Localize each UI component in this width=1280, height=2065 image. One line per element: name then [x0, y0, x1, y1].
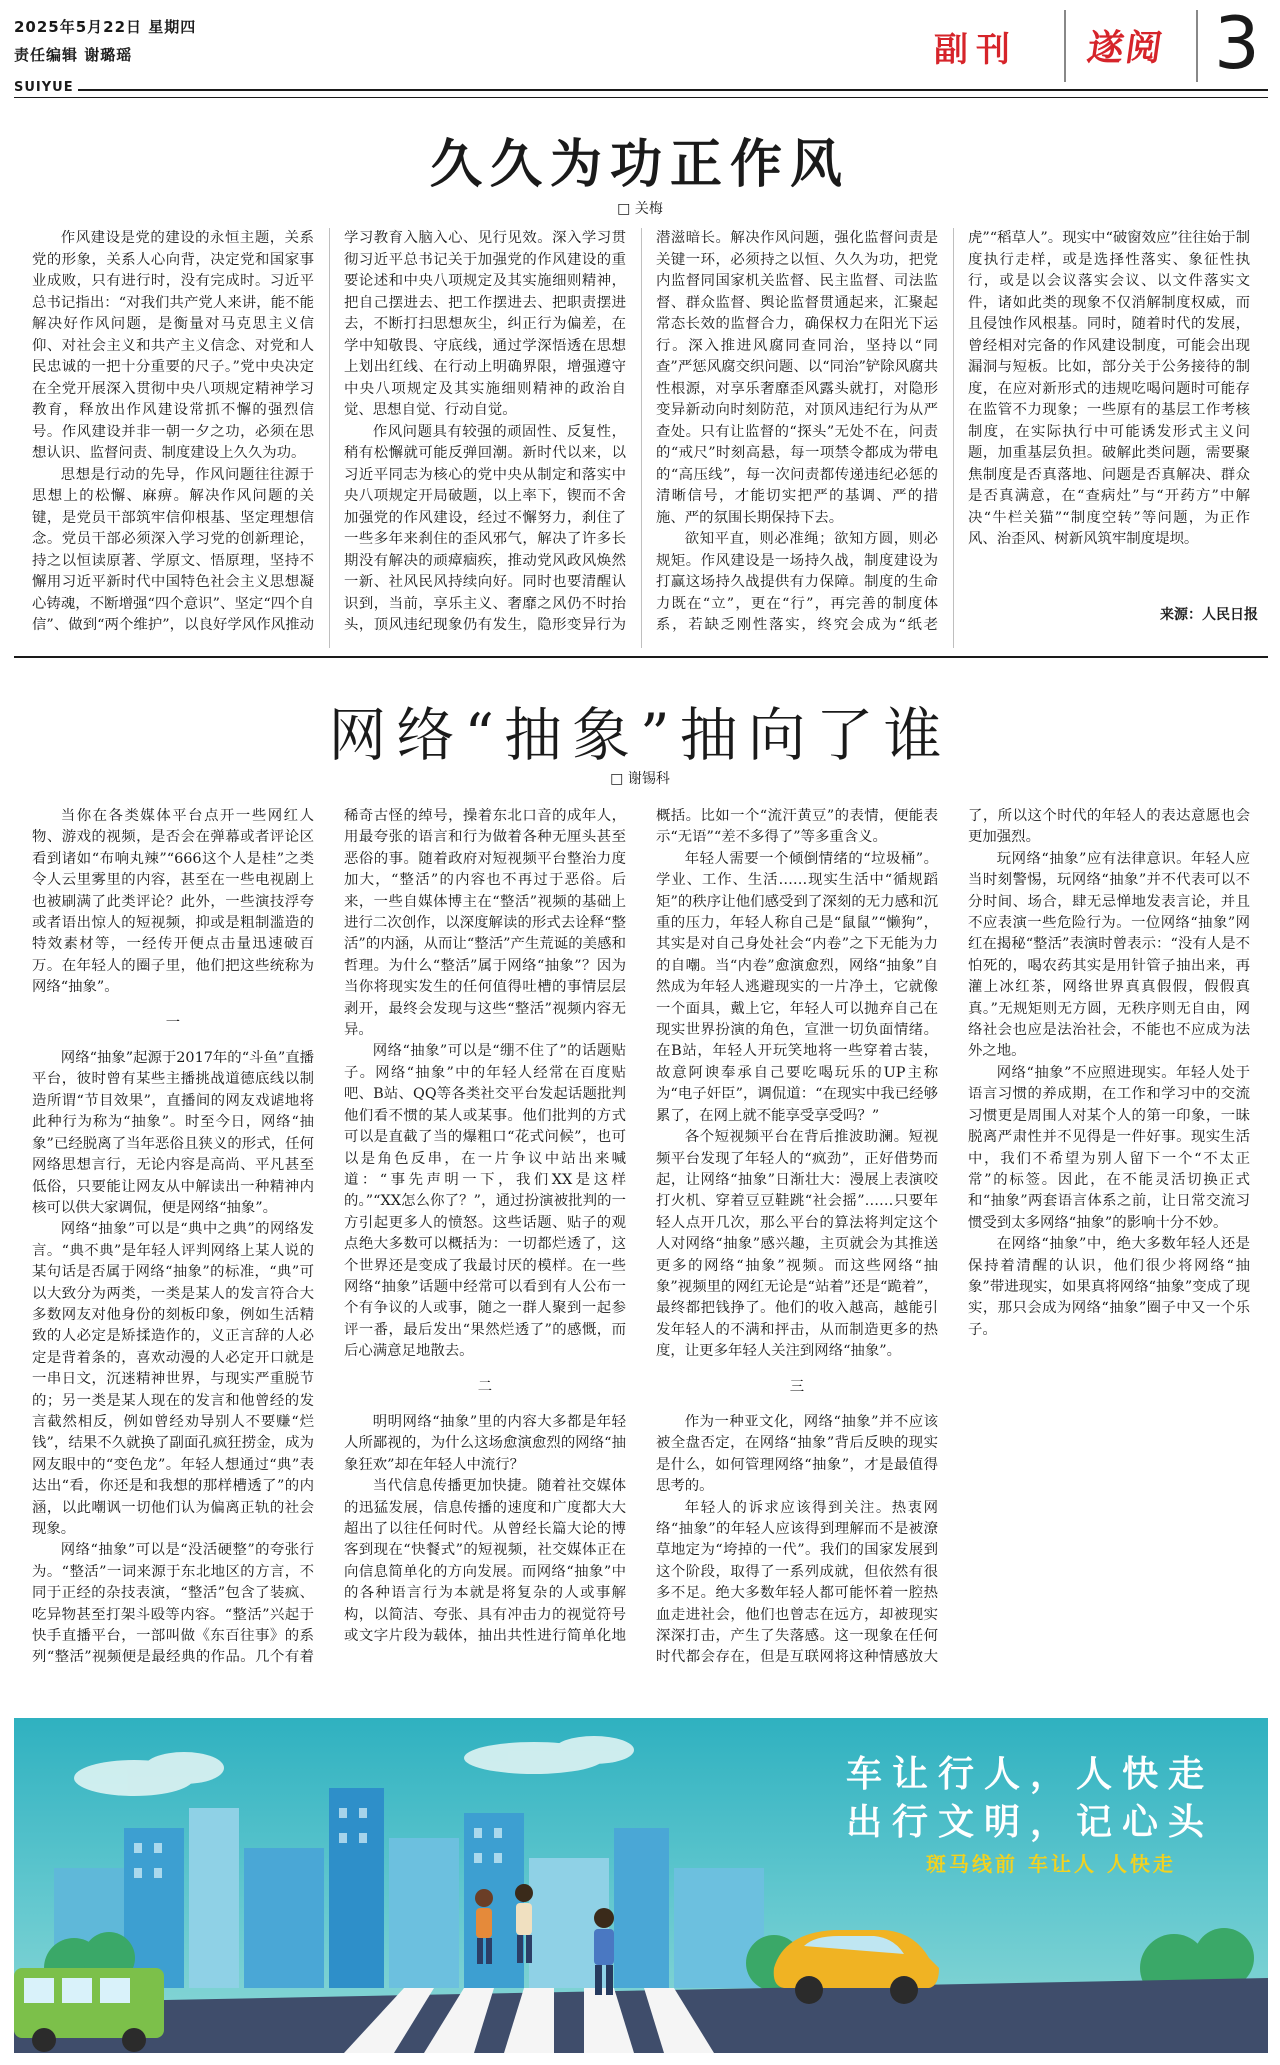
paragraph: 玩网络“抽象”应有法律意识。年轻人应当时刻警惕，玩网络“抽象”并不代表可以不分时间、场合，肆无忌惮地发表言论，并且不应表演一些危险行为。一位网络“抽象”网红在揭秘“整活”表演时曾表示：“没有人是不怕死的，喝农药其实是用针管子抽出来，再灌上冰红茶，网络世界真真假假，假假真真。”无规矩则无方圆，无秩序则无自由，网络社会也应是法治社会，不能也不应成为法外之地。: [968, 850, 1250, 1060]
road: [14, 1978, 1268, 2053]
cloud-icon: [74, 1736, 634, 1796]
paragraph: 网络“抽象”不应照进现实。年轻人处于语言习惯的养成期，在工作和学习中的交流习惯更是周围人对某个人的第一印象，一昧脱离严肃性并不见得是一件好事。现实生活中，我们不希望为别人留下一个“不太正常”的标签。因此，在不能灵活切换正式和“抽象”两套语言体系之前，让日常交流习惯受到太多网络“抽象”的影响十分不妙。: [968, 1064, 1250, 1231]
article1-body: [32, 228, 1250, 648]
section-number: 一: [165, 1014, 181, 1031]
paragraph: 年轻人的诉求应该得到关注。热衷网络“抽象”的年轻人应该得到理解而不是被潦草地定为“垮掉的一代”。我们的国家发展到这个阶段，取得了一系列成就，但依然有很多不足。绝大多数年轻人都可能怀着一腔热血走进社会，他们也曾志在远方，却被现实深深打击，产生了失落感。这一现象在任何时代都会存在，但是互联网将这种情感放大了，所以这个时代的年轻人的表达意愿也会更加强烈。: [656, 808, 1250, 1666]
masthead: [0, 0, 1280, 96]
paragraph: 年轻人需要一个倾倒情绪的“垃圾桶”。学业、工作、生活……现实生活中“循规蹈矩”的秩序让他们感受到了深刻的无力感和沉重的压力，年轻人称自己是“鼠鼠”“懒狗”，其实是对自己身处社会“内卷”之下无能为力的自嘲。当“内卷”愈演愈烈，网络“抽象”自然成为年轻人逃避现实的一片净土，它就像一个面具，戴上它，年轻人可以抛弃自己在现实世界扮演的角色，宣泄一切负面情绪。在B站，年轻人开玩笑地将一些穿着古装，故意阿谀奉承自己要吃喝玩乐的UP主称为“电子奸臣”，调侃道：“在现实中我已经够累了，在网上就不能享受享受吗？”: [656, 850, 938, 1124]
paragraph: 当代信息传播更加快捷。随着社交媒体的迅猛发展，信息传播的速度和广度都大大超出了以往任何时代。从曾经长篇大论的博客到现在“快餐式”的短视频，社交媒体正在向信息简单化的方向发展。而网络“抽象”中的各种语言行为本就是将复杂的人或事解构，以简洁、夸张、具有冲击力的视觉符号或文字片段为载体，抽出共性进行简单化地概括。比如一个“流汗黄豆”的表情，便能表示“无语”“差不多得了”等多重含义。: [344, 808, 938, 1645]
paragraph: 在网络“抽象”中，绝大多数年轻人还是保持着清醒的认识，他们很少将网络“抽象”带进现实，如果真将网络“抽象”变成了现实，那只会成为网络“抽象”圈子中又一个乐子。: [968, 1236, 1250, 1338]
ad-tagline: 斑马线前 车让人 人快走: [926, 1852, 1176, 1876]
paragraph: 网络“抽象”可以是“典中之典”的网络发言。“典不典”是年轻人评判网络上某人说的某句话是否属于网络“抽象”的标准，“典”可以大致分为两类，一类是某人的发言符合大多数网友对他身份的刻板印象，例如生活精致的人必定是矫揉造作的，义正言辞的人必定是背着条的，喜欢动漫的人必定开口就是一串日文，沉迷精神世界，与现实严重脱节的；另一类是某人现在的发言和他曾经的发言截然相反，例如曾经劝导别人不要赚“烂钱”，结果不久就换了副面孔疯狂捞金，成为网友眼中的“变色龙”。年轻人想通过“典”表达出“看，你还是和我想的那样槽透了”的内涵，以此嘲讽一切他们认为偏离正轨的社会现象。: [32, 1221, 314, 1537]
paragraph: 作风问题具有较强的顽固性、反复性，稍有松懈就可能反弹回潮。新时代以来，以习近平同志为核心的党中央从制定和落实中央八项规定开局破题，以上率下，锲而不舍加强党的作风建设，经过不懈努力，刹住了一些多年来刹住的歪风邪气，解决了许多长期没有解决的顽瘴痼疾，推动党风政风焕然一新、社风民风持续向好。同时也要清醒认识到，当前，享乐主义、奢靡之风仍不时抬头，顶风违纪现象仍有发生，隐形变异行为潜滋暗长。解决作风问题，强化监督问责是关键一环，必须持之以恒、久久为功，把党内监督同国家机关监督、民主监督、司法监督、群众监督、舆论监督贯通起来，汇聚起常态长效的监督合力，确保权力在阳光下运行。深入推进风腐同查同治，坚持以“同查”严惩风腐交织问题、以“同治”铲除风腐共性根源，对享乐奢靡歪风露头就打，对隐形变异新动向时刻防范，对顶风违纪行为从严查处。只有让监督的“探头”无处不在，问责的“戒尺”时刻高悬，每一项禁令都成为带电的“高压线”，每一次问责都传递违纪必惩的清晰信号，才能切实把严的基调、严的措施、严的氛围长期保持下去。: [344, 230, 938, 633]
article2-author: □ 谢锡科: [610, 771, 670, 787]
article1-author: □ 关梅: [617, 201, 663, 217]
article2-body: [32, 806, 1250, 1686]
ad-headline: 出行文明，记心头: [846, 1802, 1215, 1843]
article-divider: [14, 656, 1268, 658]
paragraph: 明明网络“抽象”里的内容大多都是年轻人所鄙视的，为什么这场愈演愈烈的网络“抽象狂欢”却在年轻人中流行？: [344, 1413, 626, 1473]
section-logo: 遂阅: [1084, 27, 1167, 69]
article2-title: 网络“抽象”抽向了谁: [328, 701, 952, 769]
paragraph: 作风建设是党的建设的永恒主题，关系党的形象，关系人心向背，决定党和国家事业成败，只有进行时，没有完成时。习近平总书记指出：“对我们共产党人来讲，能不能解决好作风问题，是衡量对马克思主义信仰、对社会主义和共产主义信念、对党和人民忠诚的一把十分重要的尺子。”党中央决定在全党开展深入贯彻中央八项规定精神学习教育，释放出作风建设常抓不懈的强烈信号。作风建设并非一朝一夕之功，必须在思想认识、监督问责、制度建设上久久为功。: [32, 230, 314, 461]
issue-date: 2025年5月22日 星期四: [14, 18, 197, 36]
ad-headline: 车让行人，人快走: [846, 1754, 1215, 1795]
paragraph: 网络“抽象”可以是“绷不住了”的话题贴子。网络“抽象”中的年轻人经常在百度贴吧、B站、QQ等各类社交平台发起话题批判他们看不惯的某人或某事。他们批判的方式可以是直截了当的爆粗口“花式问候”，也可以是角色反串，在一片争议中站出来喊道：“事先声明一下，我们XX是这样的。”“XX怎么你了？”，通过扮演被批判的一方引起更多人的愤怒。这些话题、贴子的观点绝大多数可以概括为：一切都烂透了，这个世界还是变成了我最讨厌的模样。在一些网络“抽象”话题中经常可以看到有人公布一个有争议的人或事，随之一群人聚到一起参评一番，最后发出“果然烂透了”的感慨，而后心满意足地散去。: [344, 1043, 626, 1360]
city-skyline: [54, 1788, 764, 1988]
masthead-rule-thin: [14, 97, 1268, 98]
paragraph: 各个短视频平台在背后推波助澜。短视频平台发现了年轻人的“疯劲”，正好借势而起，让网络“抽象”日渐壮大：漫展上表演咬打火机、穿着豆豆鞋跳“社会摇”……只要年轻人点开几次，那么平台的算法将判定这个人对网络“抽象”感兴趣，主页就会为其推送更多的网络“抽象”视频。而这些网络“抽象”视频里的网红无论是“站着”还是“跪着”，最终都把钱挣了。他们的收入越高，越能引发年轻人的不满和抨击，从而制造更多的热度，让更多年轻人关注到网络“抽象”。: [656, 1129, 938, 1360]
traffic-safety-ad: [14, 1718, 1268, 2053]
article1-source: 来源：人民日报: [1160, 607, 1258, 623]
editor-credit: 责任编辑 谢璐瑶: [14, 46, 133, 64]
paragraph: 当你在各类媒体平台点开一些网红人物、游戏的视频，是否会在弹幕或者评论区看到诸如“布响丸辣”“666这个人是桂”之类令人云里雾里的内容，甚至在一些电视剧上也被刷满了此类评论？此外，一些演技浮夸或者语出惊人的短视频，抑或是粗制滥造的特效素材等，一经传开便点击量迅速破百万。在年轻人的圈子里，他们把这些统称为网络“抽象”。: [32, 808, 314, 996]
paragraph: 作为一种亚文化，网络“抽象”并不应该被全盘否定，在网络“抽象”背后反映的现实是什么，如何管理网络“抽象”，才是最值得思考的。: [656, 1413, 938, 1495]
paragraph: 网络“抽象”可以是“没活硬整”的夸张行为。“整活”一词来源于东北地区的方言，不同于正经的杂技表演，“整活”包含了装疯、吃异物甚至打架斗殴等内容。“整活”兴起于快手直播平台，一部叫做《东百往事》的系列“整活”视频便是最经典的作品。几个有着稀奇古怪的绰号，操着东北口音的成年人，用最夸张的语言和行为做着各种无厘头甚至恶俗的事。随着政府对短视频平台整治力度加大，“整活”的内容也不再过于恶俗。后来，一些自媒体博主在“整活”视频的基础上进行二次创作，以深度解读的形式去诠释“整活”的内涵，从而让“整活”产生荒诞的美感和哲理。为什么“整活”属于网络“抽象”？因为当你将现实发生的任何值得吐槽的事情层层剥开，最终会发现与这些“整活”视频内容无异。: [32, 808, 626, 1666]
page-pinyin: SUIYUE: [14, 80, 74, 95]
masthead-divider: [1064, 10, 1066, 82]
section-number: 三: [789, 1378, 805, 1395]
section-label: 副刊: [934, 30, 1018, 70]
paragraph: 思想是行动的先导，作风问题往往源于思想上的松懈、麻痹。解决作风问题的关键，是党员干部筑牢信仰根基、坚定理想信念。党员干部必须深入学习党的创新理论，持之以恒读原著、学原文、悟原理，坚持不懈用习近平新时代中国特色社会主义思想凝心铸魂，不断增强“四个意识”、坚定“四个自信”、做到“两个维护”，以良好学风作风推动学习教育入脑入心、见行见效。深入学习贯彻习近平总书记关于加强党的作风建设的重要论述和中央八项规定及其实施细则精神，把自己摆进去、把工作摆进去、把职责摆进去，不断打扫思想灰尘，纠正行为偏差，在学中知敬畏、守底线，通过学深悟透在思想上划出红线、在行动上明确界限，增强遵守中央八项规定及其实施细则精神的政治自觉、思想自觉、行动自觉。: [32, 230, 626, 633]
masthead-rule: [78, 89, 1268, 91]
section-number: 二: [477, 1378, 493, 1395]
article1-title: 久久为功正作风: [429, 134, 850, 195]
masthead-divider: [1196, 10, 1198, 82]
paragraph: 网络“抽象”起源于2017年的“斗鱼”直播平台，彼时曾有某些主播挑战道德底线以制造所谓“节目效果”，直播间的网友戏谑地将此种行为称为“抽象”。时至今日，网络“抽象”已经脱离了当年恶俗且狭义的形式，任何网络思想言行，无论内容是高尚、平凡甚至低俗，只要能让网友从中解读出一种精神内核可以供大家调侃，便是网络“抽象”。: [32, 1050, 314, 1216]
paragraph: 欲知平直，则必准绳；欲知方圆，则必规矩。作风建设是一场持久战，制度建设为打赢这场持久战提供有力保障。制度的生命力既在“立”，更在“行”，再完善的制度体系，若缺乏刚性落实，终究会成为“纸老虎”“稻草人”。现实中“破窗效应”往往始于制度执行走样，或是选择性落实、象征性执行，或是以会议落实会议、以文件落实文件，诸如此类的现象不仅消解制度权威，而且侵蚀作风根基。同时，随着时代的发展，曾经相对完备的作风建设制度，可能会出现漏洞与短板。比如，部分关于公务接待的制度，在应对新形式的违规吃喝问题时可能存在监管不力现象；一些原有的基层工作考核制度，在实际执行中可能诱发形式主义问题，加重基层负担。破解此类问题，需要聚焦制度是否真落地、问题是否真解决、群众是否真满意，在“查病灶”与“开药方”中解决“牛栏关猫”“制度空转”等问题，为正作风、治歪风、树新风筑牢制度堤坝。: [656, 230, 1250, 633]
page-number: 3: [1214, 1, 1260, 85]
